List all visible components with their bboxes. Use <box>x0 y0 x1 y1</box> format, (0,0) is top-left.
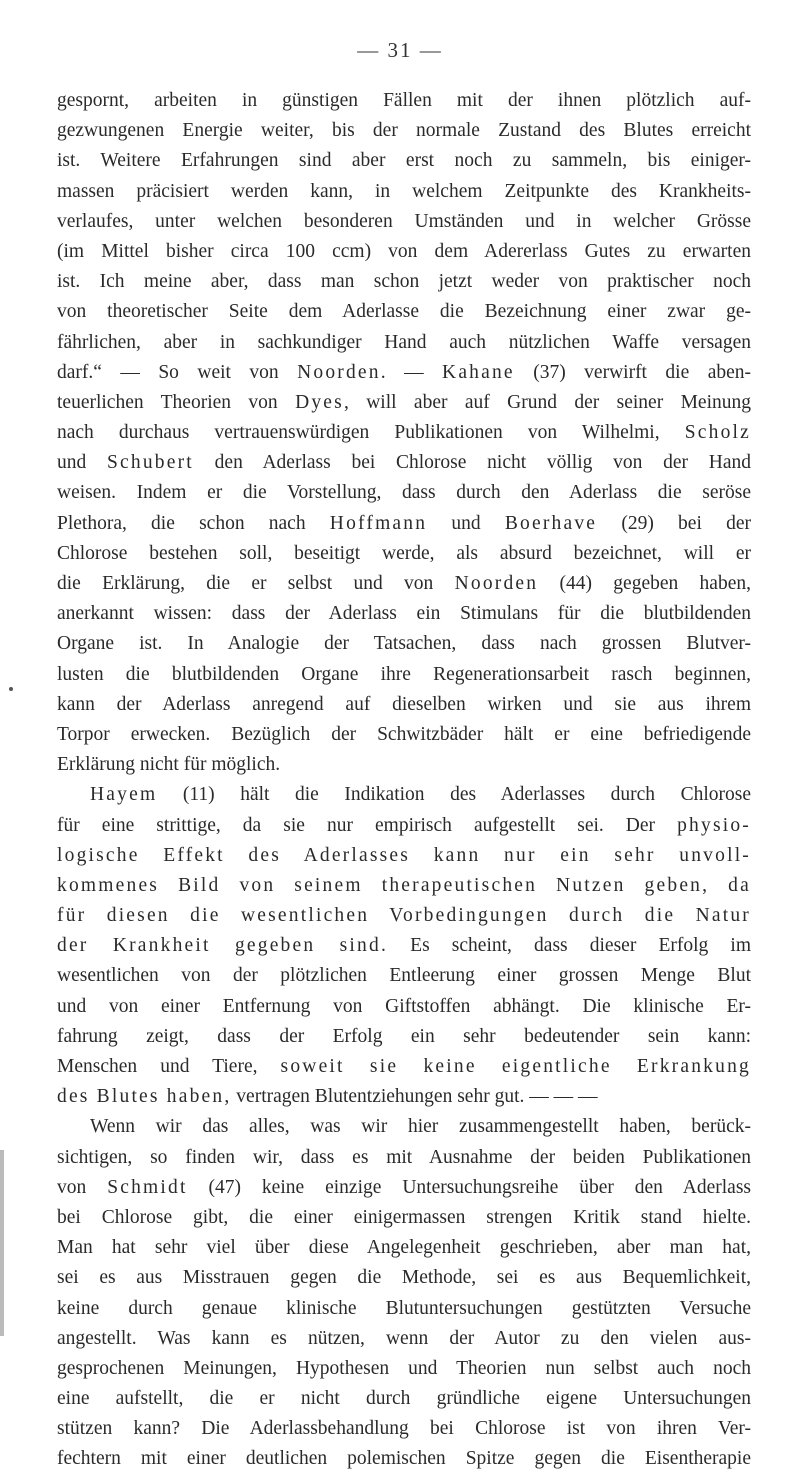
text-line <box>57 780 751 810</box>
spaced-emphasis: des Blutes haben, <box>57 1086 232 1108</box>
text-line <box>57 1384 751 1414</box>
text-line <box>57 750 751 780</box>
text-line <box>57 1294 751 1324</box>
text-line <box>57 1143 751 1173</box>
text-segment: und <box>57 452 107 474</box>
text-line <box>57 1082 751 1112</box>
spaced-emphasis: Hoffmann <box>329 512 428 534</box>
text-line <box>57 207 751 237</box>
text-line <box>57 267 751 297</box>
text-line <box>57 237 751 267</box>
text-line <box>57 931 751 961</box>
text-segment: bei Chlorose gibt, die einer einigermassen strengen Kritik stand hielte. <box>57 1206 751 1228</box>
text-line <box>57 1022 751 1052</box>
text-segment: fahrung zeigt, dass der Erfolg ein sehr bedeutender sein kann: <box>57 1025 751 1047</box>
spaced-emphasis: Schmidt <box>107 1176 188 1198</box>
text-line <box>57 1052 751 1082</box>
text-line <box>57 116 751 146</box>
text-segment: sichtigen, so finden wir, dass es mit Ausnahme der beiden Publikationen <box>57 1146 751 1168</box>
text-segment: ist. Weitere Erfahrungen sind aber erst noch zu sammeln, bis einiger- <box>57 150 751 172</box>
text-line <box>57 629 751 659</box>
text-line <box>57 811 751 841</box>
text-segment: (11) hält die Indikation des Aderlasses durch Chlorose <box>157 784 751 806</box>
text-segment: (29) bei der <box>597 512 751 534</box>
spaced-emphasis: der Krankheit gegeben sind. <box>57 935 389 957</box>
text-line <box>57 328 751 358</box>
text-segment: anerkannt wissen: dass der Aderlass ein Stimulans für die blutbildenden <box>57 603 751 625</box>
text-segment: den Aderlass bei Chlorose nicht völlig von der Hand <box>193 452 751 474</box>
text-segment: stützen kann? Die Aderlassbehandlung bei Chlorose ist von ihren Ver- <box>57 1418 751 1440</box>
text-segment: Plethora, die schon nach <box>57 512 330 534</box>
text-line <box>57 961 751 991</box>
text-line <box>57 1354 751 1384</box>
spaced-emphasis: Noorden <box>297 361 381 383</box>
spaced-emphasis: Noorden <box>454 573 539 594</box>
spaced-emphasis: Dyes <box>295 391 344 413</box>
text-line <box>57 388 751 418</box>
spaced-emphasis: physio- <box>677 814 751 836</box>
text-segment: für eine strittige, da sie nur empirisch aufgestellt sei. Der <box>57 814 678 836</box>
text-line <box>57 720 751 750</box>
text-segment: kann der Aderlass anregend auf dieselben wirken und sie aus ihrem <box>57 693 751 715</box>
text-segment: (47) keine einzige Untersuchungsreihe über den Aderlass <box>187 1176 751 1198</box>
text-line <box>57 509 751 539</box>
text-line <box>57 448 751 478</box>
text-segment: die Erklärung, die er selbst und von <box>57 573 455 594</box>
text-segment: weisen. Indem er die Vorstellung, dass durch den Aderlass die seröse <box>57 482 751 504</box>
scan-speck <box>9 687 13 691</box>
text-line <box>57 1112 751 1142</box>
text-segment: Organe ist. In Analogie der Tatsachen, dass nach grossen Blutver- <box>57 633 751 655</box>
text-segment: teuerlichen Theorien von <box>57 391 296 413</box>
text-segment: . — <box>380 361 443 383</box>
text-segment: verlaufes, unter welchen besonderen Umständen und in welcher Grösse <box>57 210 751 232</box>
text-segment: eine aufstellt, die er nicht durch gründliche eigene Untersuchungen <box>57 1388 751 1410</box>
text-segment: Es scheint, dass dieser Erfolg im <box>388 935 751 957</box>
text-line <box>57 418 751 448</box>
text-segment: keine durch genaue klinische Blutuntersuchungen gestützten Versuche <box>57 1297 751 1319</box>
scan-edge-mark <box>0 1150 4 1336</box>
text-segment: gesprochenen Meinungen, Hypothesen und Theorien nun selbst auch noch <box>57 1357 751 1379</box>
text-line <box>57 660 751 690</box>
spaced-emphasis: Hayem <box>90 784 158 806</box>
text-segment: Menschen und Tiere, <box>57 1056 281 1077</box>
text-segment: lusten die blutbildenden Organe ihre Regenerationsarbeit rasch beginnen, <box>57 663 751 685</box>
spaced-emphasis: Scholz <box>684 422 751 444</box>
text-segment: Wenn wir das alles, was wir hier zusammengestellt haben, berück- <box>90 1116 751 1138</box>
text-line <box>57 1324 751 1354</box>
text-line <box>57 1173 751 1203</box>
text-line <box>57 1203 751 1233</box>
text-line <box>57 599 751 629</box>
text-line <box>57 1233 751 1263</box>
text-line <box>57 992 751 1022</box>
text-segment: von <box>57 1176 108 1198</box>
text-line <box>57 1444 751 1474</box>
text-line <box>57 539 751 569</box>
spaced-emphasis: Boerhave <box>504 512 598 534</box>
text-segment: Chlorose bestehen soll, beseitigt werde, als absurd bezeichnet, will er <box>57 542 751 564</box>
text-segment: ist. Ich meine aber, dass man schon jetzt weder von praktischer noch <box>57 271 751 293</box>
text-segment: nach durchaus vertrauenswürdigen Publikationen von Wilhelmi, <box>57 422 685 444</box>
text-line <box>57 146 751 176</box>
text-segment: , will aber auf Grund der seiner Meinung <box>343 391 751 413</box>
spaced-emphasis: Schubert <box>107 452 194 474</box>
text-segment: sei es aus Misstrauen gegen die Methode, sei es aus Bequemlichkeit, <box>57 1267 751 1289</box>
text-segment: Torpor erwecken. Bezüglich der Schwitzbäder hält er eine befriedigende <box>57 723 751 745</box>
text-line <box>57 901 751 931</box>
text-segment: und <box>427 512 505 534</box>
text-line <box>57 177 751 207</box>
text-segment: (37) verwirft die aben- <box>514 361 751 383</box>
text-line <box>57 841 751 871</box>
text-line <box>57 871 751 901</box>
text-line <box>57 569 751 599</box>
text-segment: fechtern mit einer deutlichen polemischen Spitze gegen die Eisentherapie <box>57 1448 751 1470</box>
text-segment: Man hat sehr viel über diese Angelegenheit geschrieben, aber man hat, <box>57 1237 751 1259</box>
spaced-emphasis: logische Effekt des Aderlasses kann nur ein sehr unvoll- <box>57 844 751 866</box>
text-segment: (44) gegeben haben, <box>538 573 751 594</box>
text-segment: fährlichen, aber in sachkundiger Hand auch nützlichen Waffe versagen <box>57 331 751 353</box>
text-line <box>57 86 751 116</box>
body-text <box>57 86 751 1475</box>
text-line <box>57 1263 751 1293</box>
text-segment: angestellt. Was kann es nützen, wenn der Autor zu den vielen aus- <box>57 1327 751 1349</box>
spaced-emphasis: für diesen die wesentlichen Vorbedingungen durch die Natur <box>57 905 751 927</box>
text-segment: gespornt, arbeiten in günstigen Fällen mit der ihnen plötzlich auf- <box>57 90 751 111</box>
spaced-emphasis: kommenes Bild von seinem therapeutischen Nutzen geben, da <box>57 874 751 896</box>
text-segment: vertragen Blutentziehungen sehr gut. — — — <box>231 1086 598 1108</box>
page-number: — 31 — <box>357 38 443 62</box>
text-segment: wesentlichen von der plötzlichen Entleerung einer grossen Menge Blut <box>57 965 751 987</box>
text-segment: massen präcisiert werden kann, in welchem Zeitpunkte des Krankheits- <box>57 180 751 202</box>
text-segment: (im Mittel bisher circa 100 ccm) von dem Adererlass Gutes zu erwarten <box>57 240 751 262</box>
text-line <box>57 358 751 388</box>
spaced-emphasis: soweit sie keine eigentliche Erkrankung <box>280 1056 751 1077</box>
spaced-emphasis: Kahane <box>442 361 515 383</box>
text-segment: und von einer Entfernung von Giftstoffen abhängt. Die klinische Er- <box>57 995 751 1017</box>
text-line <box>57 297 751 327</box>
text-segment: darf.“ — So weit von <box>57 361 298 383</box>
text-segment: gezwungenen Energie weiter, bis der normale Zustand des Blutes erreicht <box>57 120 751 142</box>
text-segment: Erklärung nicht für möglich. <box>57 754 281 776</box>
text-segment: von theoretischer Seite dem Aderlasse die Bezeichnung einer zwar ge- <box>57 301 751 323</box>
text-line <box>57 478 751 508</box>
text-line <box>57 1414 751 1444</box>
text-line <box>57 690 751 720</box>
